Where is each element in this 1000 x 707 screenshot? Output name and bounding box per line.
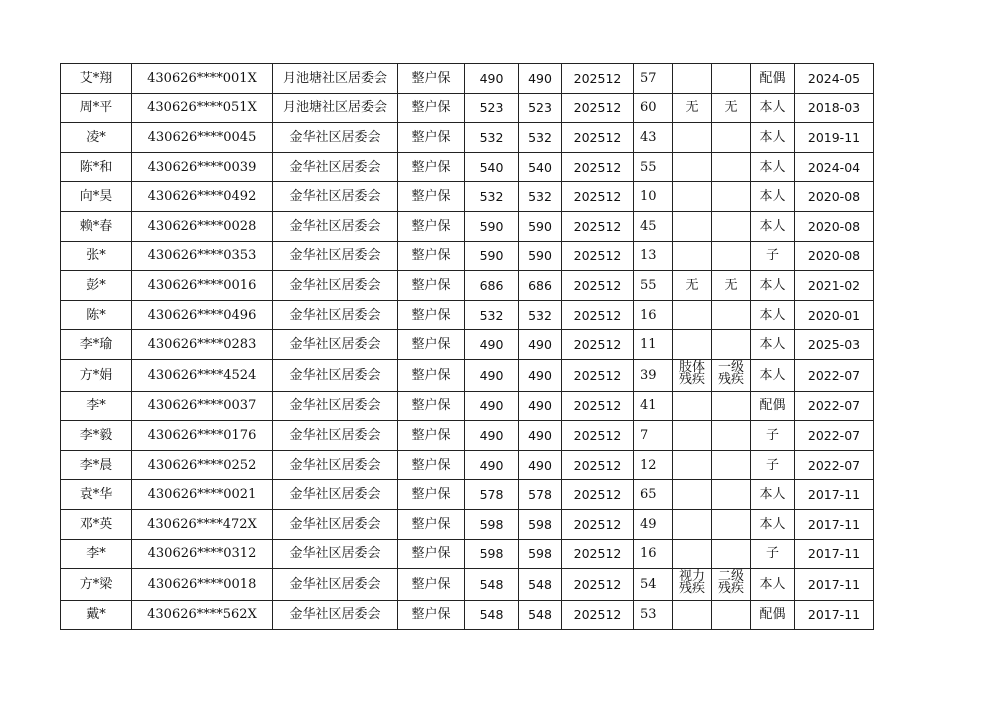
cell-relation: 子 <box>751 241 795 271</box>
cell-id-number: 430626****0037 <box>132 391 273 421</box>
cell-community: 金华社区居委会 <box>273 152 398 182</box>
cell-community: 金华社区居委会 <box>273 359 398 391</box>
cell-name: 戴* <box>61 600 132 630</box>
cell-name: 袁*华 <box>61 480 132 510</box>
cell-name: 赖*春 <box>61 211 132 241</box>
cell-assistance-type: 整户保 <box>398 271 465 301</box>
cell-period: 202512 <box>562 64 634 94</box>
cell-period: 202512 <box>562 600 634 630</box>
cell-amount-a: 532 <box>465 182 519 212</box>
cell-period: 202512 <box>562 330 634 360</box>
cell-name: 李* <box>61 539 132 569</box>
cell-start-date: 2022-07 <box>795 391 874 421</box>
cell-relation: 本人 <box>751 359 795 391</box>
cell-age: 7 <box>634 421 673 451</box>
cell-id-number: 430626****0353 <box>132 241 273 271</box>
cell-age: 57 <box>634 64 673 94</box>
cell-id-number: 430626****4524 <box>132 359 273 391</box>
cell-name: 张* <box>61 241 132 271</box>
cell-amount-a: 590 <box>465 211 519 241</box>
cell-name: 周*平 <box>61 93 132 123</box>
cell-id-number: 430626****562X <box>132 600 273 630</box>
cell-disability-level <box>712 421 751 451</box>
cell-amount-a: 490 <box>465 64 519 94</box>
cell-start-date: 2019-11 <box>795 123 874 153</box>
cell-age: 55 <box>634 152 673 182</box>
cell-assistance-type: 整户保 <box>398 152 465 182</box>
cell-community: 金华社区居委会 <box>273 421 398 451</box>
cell-disability-level <box>712 182 751 212</box>
cell-period: 202512 <box>562 450 634 480</box>
cell-id-number: 430626****0496 <box>132 300 273 330</box>
cell-assistance-type: 整户保 <box>398 241 465 271</box>
cell-amount-b: 548 <box>519 600 562 630</box>
cell-id-number: 430626****0252 <box>132 450 273 480</box>
cell-age: 60 <box>634 93 673 123</box>
cell-assistance-type: 整户保 <box>398 330 465 360</box>
cell-id-number: 430626****0021 <box>132 480 273 510</box>
cell-relation: 本人 <box>751 271 795 301</box>
cell-disability-level <box>712 64 751 94</box>
table-row <box>61 569 874 601</box>
cell-period: 202512 <box>562 539 634 569</box>
table-row <box>61 300 874 330</box>
cell-community: 金华社区居委会 <box>273 509 398 539</box>
cell-period: 202512 <box>562 241 634 271</box>
cell-community: 金华社区居委会 <box>273 182 398 212</box>
cell-disability-type: 肢体残疾 <box>673 359 712 391</box>
cell-age: 13 <box>634 241 673 271</box>
cell-assistance-type: 整户保 <box>398 64 465 94</box>
cell-start-date: 2020-01 <box>795 300 874 330</box>
cell-period: 202512 <box>562 271 634 301</box>
cell-id-number: 430626****472X <box>132 509 273 539</box>
cell-assistance-type: 整户保 <box>398 123 465 153</box>
cell-name: 李*毅 <box>61 421 132 451</box>
table-row <box>61 359 874 391</box>
cell-name: 邓*英 <box>61 509 132 539</box>
cell-amount-a: 490 <box>465 330 519 360</box>
table-row <box>61 450 874 480</box>
cell-assistance-type: 整户保 <box>398 421 465 451</box>
cell-amount-a: 686 <box>465 271 519 301</box>
table-row <box>61 480 874 510</box>
cell-disability-level <box>712 480 751 510</box>
cell-disability-type <box>673 421 712 451</box>
cell-amount-a: 532 <box>465 123 519 153</box>
table-row <box>61 64 874 94</box>
cell-age: 55 <box>634 271 673 301</box>
cell-amount-a: 590 <box>465 241 519 271</box>
cell-amount-b: 540 <box>519 152 562 182</box>
cell-community: 金华社区居委会 <box>273 300 398 330</box>
cell-amount-b: 548 <box>519 569 562 601</box>
cell-amount-b: 532 <box>519 123 562 153</box>
cell-assistance-type: 整户保 <box>398 211 465 241</box>
cell-age: 43 <box>634 123 673 153</box>
cell-name: 李*瑜 <box>61 330 132 360</box>
cell-disability-type <box>673 64 712 94</box>
cell-start-date: 2022-07 <box>795 450 874 480</box>
cell-disability-level: 无 <box>712 271 751 301</box>
cell-name: 陈*和 <box>61 152 132 182</box>
cell-amount-b: 490 <box>519 359 562 391</box>
cell-amount-b: 532 <box>519 300 562 330</box>
cell-disability-level <box>712 509 751 539</box>
cell-name: 凌* <box>61 123 132 153</box>
cell-age: 49 <box>634 509 673 539</box>
cell-period: 202512 <box>562 509 634 539</box>
cell-id-number: 430626****0176 <box>132 421 273 451</box>
cell-amount-b: 686 <box>519 271 562 301</box>
cell-amount-b: 523 <box>519 93 562 123</box>
cell-assistance-type: 整户保 <box>398 359 465 391</box>
cell-disability-type <box>673 182 712 212</box>
cell-relation: 子 <box>751 450 795 480</box>
cell-assistance-type: 整户保 <box>398 182 465 212</box>
cell-assistance-type: 整户保 <box>398 93 465 123</box>
cell-assistance-type: 整户保 <box>398 539 465 569</box>
cell-relation: 子 <box>751 421 795 451</box>
cell-disability-type: 无 <box>673 93 712 123</box>
cell-age: 12 <box>634 450 673 480</box>
cell-period: 202512 <box>562 123 634 153</box>
cell-amount-b: 598 <box>519 509 562 539</box>
cell-name: 陈* <box>61 300 132 330</box>
cell-disability-level <box>712 123 751 153</box>
cell-amount-a: 548 <box>465 569 519 601</box>
table-row <box>61 600 874 630</box>
cell-disability-type <box>673 509 712 539</box>
cell-amount-a: 540 <box>465 152 519 182</box>
cell-id-number: 430626****0016 <box>132 271 273 301</box>
cell-period: 202512 <box>562 300 634 330</box>
table-row <box>61 123 874 153</box>
cell-period: 202512 <box>562 569 634 601</box>
cell-community: 金华社区居委会 <box>273 539 398 569</box>
cell-disability-type <box>673 391 712 421</box>
cell-relation: 配偶 <box>751 391 795 421</box>
cell-amount-a: 598 <box>465 509 519 539</box>
cell-amount-a: 490 <box>465 359 519 391</box>
cell-age: 11 <box>634 330 673 360</box>
cell-disability-type <box>673 152 712 182</box>
cell-assistance-type: 整户保 <box>398 450 465 480</box>
cell-period: 202512 <box>562 211 634 241</box>
table-row <box>61 330 874 360</box>
cell-community: 金华社区居委会 <box>273 330 398 360</box>
cell-age: 16 <box>634 539 673 569</box>
cell-amount-b: 490 <box>519 450 562 480</box>
cell-disability-level: 一级残疾 <box>712 359 751 391</box>
table-row <box>61 152 874 182</box>
cell-community: 金华社区居委会 <box>273 123 398 153</box>
cell-assistance-type: 整户保 <box>398 600 465 630</box>
cell-community: 月池塘社区居委会 <box>273 93 398 123</box>
cell-assistance-type: 整户保 <box>398 509 465 539</box>
cell-age: 54 <box>634 569 673 601</box>
cell-id-number: 430626****0283 <box>132 330 273 360</box>
cell-start-date: 2017-11 <box>795 569 874 601</box>
data-table <box>60 63 874 630</box>
cell-period: 202512 <box>562 182 634 212</box>
table-row <box>61 93 874 123</box>
cell-name: 李*晨 <box>61 450 132 480</box>
cell-name: 彭* <box>61 271 132 301</box>
cell-community: 金华社区居委会 <box>273 600 398 630</box>
cell-start-date: 2017-11 <box>795 600 874 630</box>
cell-start-date: 2017-11 <box>795 539 874 569</box>
cell-disability-level <box>712 211 751 241</box>
cell-disability-type <box>673 539 712 569</box>
cell-community: 月池塘社区居委会 <box>273 64 398 94</box>
cell-disability-level <box>712 330 751 360</box>
cell-start-date: 2024-05 <box>795 64 874 94</box>
cell-amount-b: 590 <box>519 211 562 241</box>
cell-assistance-type: 整户保 <box>398 480 465 510</box>
cell-amount-b: 490 <box>519 64 562 94</box>
cell-amount-a: 548 <box>465 600 519 630</box>
cell-amount-b: 490 <box>519 421 562 451</box>
cell-disability-type <box>673 450 712 480</box>
cell-disability-level <box>712 241 751 271</box>
cell-disability-type: 无 <box>673 271 712 301</box>
cell-age: 16 <box>634 300 673 330</box>
cell-disability-type <box>673 123 712 153</box>
cell-start-date: 2020-08 <box>795 182 874 212</box>
cell-start-date: 2022-07 <box>795 359 874 391</box>
cell-id-number: 430626****051X <box>132 93 273 123</box>
cell-name: 方*梁 <box>61 569 132 601</box>
cell-relation: 配偶 <box>751 64 795 94</box>
cell-id-number: 430626****0312 <box>132 539 273 569</box>
cell-name: 李* <box>61 391 132 421</box>
cell-amount-a: 490 <box>465 391 519 421</box>
cell-id-number: 430626****0492 <box>132 182 273 212</box>
cell-assistance-type: 整户保 <box>398 569 465 601</box>
table-row <box>61 271 874 301</box>
cell-amount-a: 598 <box>465 539 519 569</box>
cell-amount-a: 523 <box>465 93 519 123</box>
cell-amount-b: 532 <box>519 182 562 212</box>
cell-disability-level: 无 <box>712 93 751 123</box>
cell-amount-a: 490 <box>465 421 519 451</box>
cell-age: 10 <box>634 182 673 212</box>
cell-relation: 本人 <box>751 509 795 539</box>
cell-relation: 本人 <box>751 480 795 510</box>
cell-name: 方*娟 <box>61 359 132 391</box>
cell-community: 金华社区居委会 <box>273 450 398 480</box>
cell-disability-type <box>673 211 712 241</box>
cell-relation: 本人 <box>751 330 795 360</box>
cell-period: 202512 <box>562 391 634 421</box>
cell-age: 41 <box>634 391 673 421</box>
cell-id-number: 430626****0039 <box>132 152 273 182</box>
cell-disability-level <box>712 600 751 630</box>
cell-disability-type: 视力残疾 <box>673 569 712 601</box>
cell-age: 65 <box>634 480 673 510</box>
cell-start-date: 2018-03 <box>795 93 874 123</box>
cell-amount-b: 598 <box>519 539 562 569</box>
cell-community: 金华社区居委会 <box>273 211 398 241</box>
table-row <box>61 539 874 569</box>
cell-community: 金华社区居委会 <box>273 569 398 601</box>
cell-start-date: 2020-08 <box>795 241 874 271</box>
cell-start-date: 2024-04 <box>795 152 874 182</box>
cell-relation: 本人 <box>751 152 795 182</box>
cell-relation: 本人 <box>751 211 795 241</box>
cell-start-date: 2020-08 <box>795 211 874 241</box>
cell-amount-b: 590 <box>519 241 562 271</box>
cell-community: 金华社区居委会 <box>273 271 398 301</box>
cell-disability-type <box>673 600 712 630</box>
cell-amount-a: 490 <box>465 450 519 480</box>
cell-community: 金华社区居委会 <box>273 391 398 421</box>
cell-relation: 子 <box>751 539 795 569</box>
cell-id-number: 430626****0018 <box>132 569 273 601</box>
cell-period: 202512 <box>562 421 634 451</box>
cell-amount-b: 578 <box>519 480 562 510</box>
cell-disability-type <box>673 300 712 330</box>
cell-amount-a: 532 <box>465 300 519 330</box>
cell-community: 金华社区居委会 <box>273 241 398 271</box>
cell-start-date: 2017-11 <box>795 480 874 510</box>
cell-start-date: 2017-11 <box>795 509 874 539</box>
table-row <box>61 421 874 451</box>
cell-id-number: 430626****0045 <box>132 123 273 153</box>
cell-age: 39 <box>634 359 673 391</box>
cell-disability-level <box>712 152 751 182</box>
cell-relation: 本人 <box>751 569 795 601</box>
cell-disability-level: 二级残疾 <box>712 569 751 601</box>
cell-disability-level <box>712 539 751 569</box>
cell-start-date: 2021-02 <box>795 271 874 301</box>
cell-period: 202512 <box>562 359 634 391</box>
table-row <box>61 211 874 241</box>
cell-period: 202512 <box>562 152 634 182</box>
cell-id-number: 430626****0028 <box>132 211 273 241</box>
table-row <box>61 241 874 271</box>
cell-relation: 本人 <box>751 93 795 123</box>
table-row <box>61 391 874 421</box>
cell-start-date: 2022-07 <box>795 421 874 451</box>
cell-disability-level <box>712 300 751 330</box>
cell-relation: 本人 <box>751 300 795 330</box>
cell-amount-b: 490 <box>519 330 562 360</box>
cell-id-number: 430626****001X <box>132 64 273 94</box>
cell-name: 艾*翔 <box>61 64 132 94</box>
cell-relation: 本人 <box>751 123 795 153</box>
cell-assistance-type: 整户保 <box>398 300 465 330</box>
cell-age: 45 <box>634 211 673 241</box>
table-row <box>61 182 874 212</box>
cell-disability-type <box>673 241 712 271</box>
cell-disability-level <box>712 450 751 480</box>
cell-period: 202512 <box>562 93 634 123</box>
table-row <box>61 509 874 539</box>
cell-name: 向*昊 <box>61 182 132 212</box>
cell-start-date: 2025-03 <box>795 330 874 360</box>
cell-disability-level <box>712 391 751 421</box>
cell-relation: 配偶 <box>751 600 795 630</box>
cell-disability-type <box>673 330 712 360</box>
cell-amount-a: 578 <box>465 480 519 510</box>
cell-period: 202512 <box>562 480 634 510</box>
cell-disability-type <box>673 480 712 510</box>
cell-assistance-type: 整户保 <box>398 391 465 421</box>
cell-relation: 本人 <box>751 182 795 212</box>
cell-community: 金华社区居委会 <box>273 480 398 510</box>
cell-amount-b: 490 <box>519 391 562 421</box>
cell-age: 53 <box>634 600 673 630</box>
